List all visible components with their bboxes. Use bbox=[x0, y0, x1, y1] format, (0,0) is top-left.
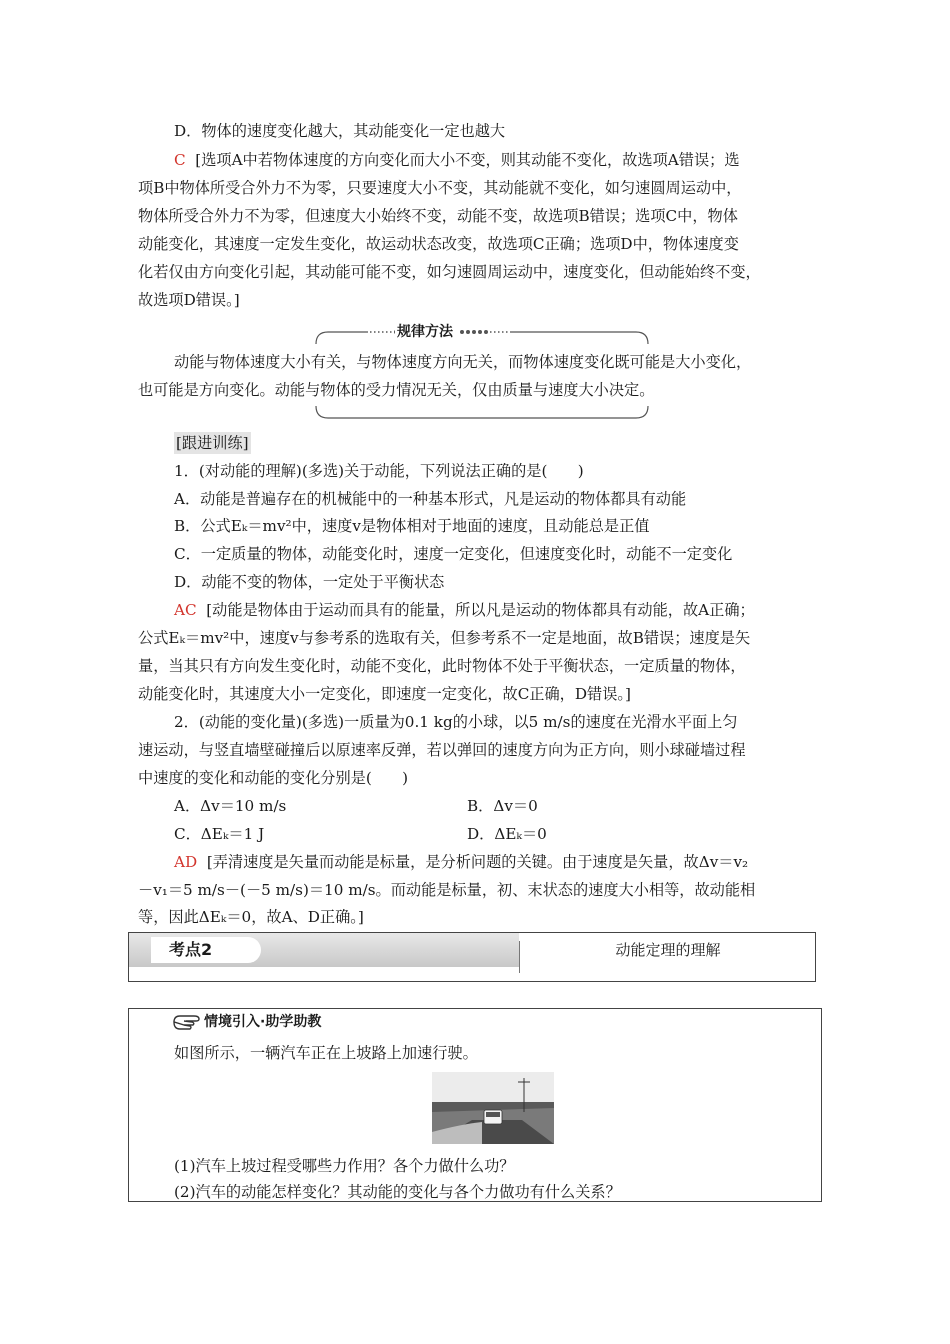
context-question: (1)汽车上坡过程受哪些力作用？各个力做什么功？ bbox=[174, 1157, 515, 1175]
answer-line: 等，因此ΔEₖ＝0，故A、D正确。] bbox=[138, 908, 364, 926]
answer-letter: AC bbox=[174, 601, 197, 619]
q1-option-d: D．动能不变的物体，一定处于平衡状态 bbox=[174, 573, 445, 591]
answer-line: 动能变化，其速度一定发生变化，故运动状态改变，故选项C正确；选项D中，物体速度变 bbox=[138, 235, 739, 253]
hand-pointer-icon bbox=[172, 1012, 202, 1032]
question-2-stem: 2．(动能的变化量)(多选)一质量为0.1 kg的小球，以5 m/s的速度在光滑水平面上匀 bbox=[174, 713, 738, 731]
answer-line: 化若仅由方向变化引起，其动能可能不变，如匀速圆周运动中，速度变化，但动能始终不变， bbox=[138, 263, 761, 281]
context-header: 情境引入·助学助教 bbox=[204, 1014, 322, 1030]
answer-letter: AD bbox=[174, 853, 198, 871]
q1-option-b: B．公式Eₖ＝mv²中，速度v是物体相对于地面的速度，且动能总是正值 bbox=[174, 517, 650, 535]
q2-answer bbox=[174, 851, 748, 873]
law-line: 也可能是方向变化。动能与物体的受力情况无关，仅由质量与速度大小决定。 bbox=[138, 381, 655, 399]
q2-option-d: D．ΔEₖ＝0 bbox=[467, 825, 547, 843]
q2-option-a: A．Δv＝10 m/s bbox=[174, 797, 287, 815]
answer-line: 故选项D错误。] bbox=[138, 291, 240, 309]
question-2-stem: 速运动，与竖直墙壁碰撞后以原速率反弹，若以弹回的速度方向为正方向，则小球碰墙过程 bbox=[138, 741, 746, 759]
answer-line: 动能变化时，其速度大小一定变化，即速度一定变化，故C正确，D错误。] bbox=[138, 685, 631, 703]
question-2-stem: 中速度的变化和动能的变化分别是( ) bbox=[138, 769, 409, 787]
section-tab bbox=[129, 933, 519, 967]
law-line: 动能与物体速度大小有关，与物体速度方向无关，而物体速度变化既可能是大小变化， bbox=[174, 353, 752, 371]
section-title: 动能定理的理解 bbox=[615, 941, 721, 959]
answer-line: [弄清速度是矢量而动能是标量，是分析问题的关键。由于速度是矢量，故Δv＝v₂ bbox=[206, 853, 749, 871]
training-header: [跟进训练] bbox=[176, 434, 249, 452]
context-intro: 如图所示，一辆汽车正在上坡路上加速行驶。 bbox=[174, 1044, 478, 1062]
law-frame-decoration bbox=[312, 330, 652, 420]
option-d: D．物体的速度变化越大，其动能变化一定也越大 bbox=[174, 122, 506, 140]
section-divider bbox=[519, 941, 520, 973]
section-tag: 考点2 bbox=[151, 937, 261, 963]
answer-line: 项B中物体所受合外力不为零，只要速度大小不变，其动能就不变化，如匀速圆周运动中， bbox=[138, 179, 742, 197]
uphill-car-photo bbox=[432, 1072, 554, 1144]
answer-line: [动能是物体由于运动而具有的能量，所以凡是运动的物体都具有动能，故A正确； bbox=[206, 601, 755, 619]
answer-line: 公式Eₖ＝mv²中，速度v与参考系的选取有关，但参考系不一定是地面，故B错误；速度是矢 bbox=[138, 629, 751, 647]
answer-paragraph-1 bbox=[174, 149, 740, 171]
q1-option-c: C．一定质量的物体，动能变化时，速度一定变化，但速度变化时，动能不一定变化 bbox=[174, 545, 733, 563]
answer-line: 物体所受合外力不为零，但速度大小始终不变，动能不变，故选项B错误；选项C中，物体 bbox=[138, 207, 738, 225]
q2-option-b: B．Δv＝0 bbox=[467, 797, 538, 815]
q2-option-c: C．ΔEₖ＝1 J bbox=[174, 825, 265, 843]
q1-option-a: A．动能是普遍存在的机械能中的一种基本形式，凡是运动的物体都具有动能 bbox=[174, 490, 687, 508]
q1-answer bbox=[174, 599, 755, 621]
context-question: (2)汽车的动能怎样变化？其动能的变化与各个力做功有什么关系？ bbox=[174, 1183, 621, 1201]
answer-letter: C bbox=[174, 151, 186, 169]
answer-line: 量，当其只有方向发生变化时，动能不变化，此时物体不处于平衡状态，一定质量的物体， bbox=[138, 657, 746, 675]
question-1-stem: 1．(对动能的理解)(多选)关于动能，下列说法正确的是( ) bbox=[174, 462, 584, 480]
section-title-box bbox=[128, 932, 816, 982]
answer-line: －v₁＝5 m/s－(－5 m/s)＝10 m/s。而动能是标量，初、末状态的速度大小相等，故动能相 bbox=[138, 881, 756, 899]
answer-line: [选项A中若物体速度的方向变化而大小不变，则其动能不变化，故选项A错误；选 bbox=[195, 151, 740, 169]
law-title: 规律方法 bbox=[395, 321, 455, 343]
